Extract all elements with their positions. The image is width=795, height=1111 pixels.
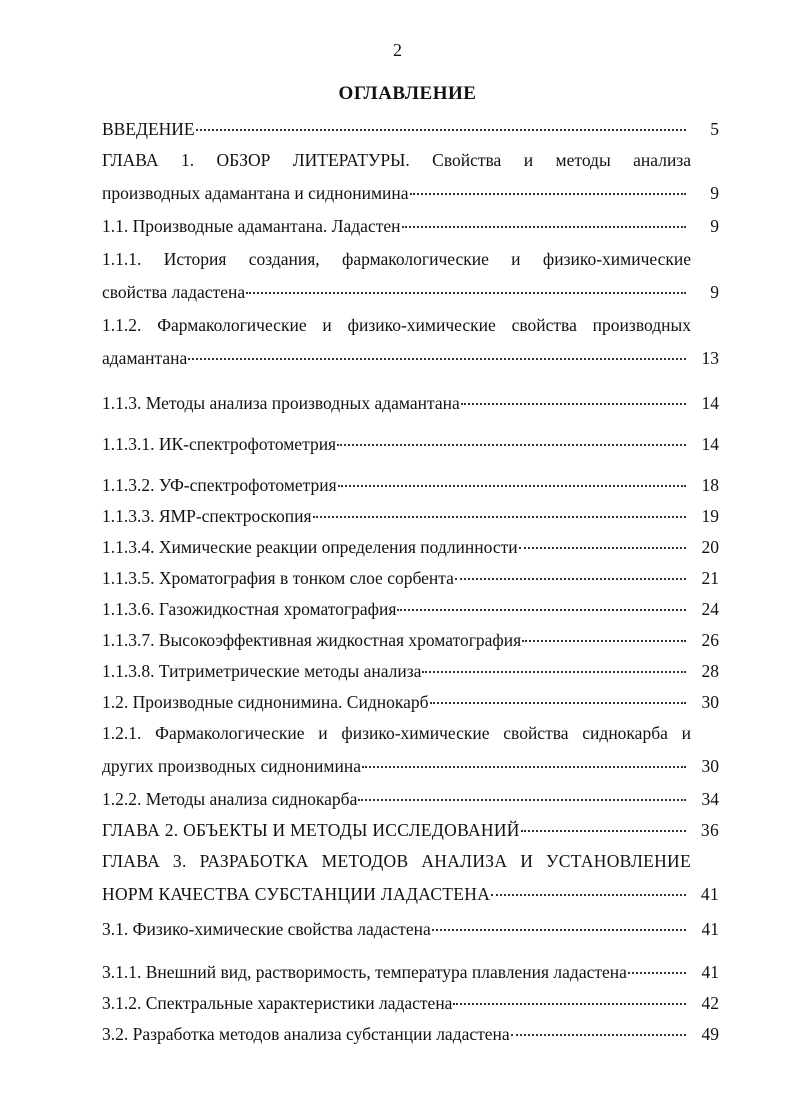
toc-entry	[102, 149, 719, 205]
toc-page-number: 49	[701, 1024, 719, 1044]
page-number: 2	[393, 40, 402, 60]
toc-page-number: 5	[710, 119, 719, 139]
toc-entry-text: 1.1.3. Методы анализа производных адамантана	[102, 393, 460, 413]
dot-leader	[461, 403, 686, 405]
toc-entry	[102, 248, 719, 304]
toc-page-number: 9	[710, 183, 719, 203]
toc-page-number: 28	[701, 661, 719, 681]
toc-entry	[102, 819, 719, 842]
toc-page-number: 36	[700, 820, 719, 840]
toc-entry-text: 1.1.3.7. Высокоэффективная жидкостная хроматография	[102, 630, 522, 650]
toc-page-number: 21	[701, 568, 719, 588]
toc-entry	[102, 505, 719, 528]
dot-leader	[511, 1034, 686, 1036]
toc-entry	[102, 567, 719, 590]
dot-leader	[188, 358, 686, 360]
dot-leader	[628, 972, 686, 974]
dot-leader	[522, 640, 686, 642]
toc-page-number: 14	[701, 393, 719, 413]
dot-leader	[246, 292, 686, 294]
toc-entry-text: 1.1.3.5. Хроматография в тонком слое сорбента	[102, 568, 454, 588]
toc-entry	[102, 118, 719, 141]
toc-entry	[102, 660, 719, 683]
toc-entry-text: адамантана	[102, 348, 188, 368]
toc-page-number: 41	[701, 919, 719, 939]
toc-entry	[102, 691, 719, 714]
toc-entry-text: ГЛАВА 1. ОБЗОР ЛИТЕРАТУРЫ. Свойства и методы анализа	[102, 150, 691, 170]
table-of-contents	[102, 118, 719, 1044]
toc-entry-text: 1.1.3.6. Газожидкостная хроматография	[102, 599, 397, 619]
toc-entry-text: ГЛАВА 2. ОБЪЕКТЫ И МЕТОДЫ ИССЛЕДОВАНИЙ	[102, 820, 520, 840]
dot-leader	[430, 702, 686, 704]
toc-entry	[102, 918, 719, 941]
toc-entry-text: производных адамантана и сиднонимина	[102, 183, 409, 203]
toc-entry-text: 3.1.2. Спектральные характеристики ладастена	[102, 993, 453, 1013]
toc-page-number: 14	[701, 434, 719, 454]
toc-entry-text: 1.1.3.4. Химические реакции определения подлинности	[102, 537, 518, 557]
toc-entry-text: 1.1.1. История создания, фармакологические и физико-химические	[102, 249, 691, 269]
dot-leader	[196, 129, 686, 131]
dot-leader	[410, 193, 686, 195]
dot-leader	[455, 578, 686, 580]
toc-entry-text: ГЛАВА 3. РАЗРАБОТКА МЕТОДОВ АНАЛИЗА И УСТАНОВЛЕНИЕ	[102, 851, 691, 871]
toc-entry	[102, 722, 719, 778]
toc-page-number: 13	[701, 348, 719, 368]
toc-entry-text: 1.1. Производные адамантана. Ладастен	[102, 216, 401, 236]
toc-page-number: 9	[710, 282, 719, 302]
dot-leader	[397, 609, 686, 611]
dot-leader	[402, 226, 687, 228]
toc-page-number: 41	[701, 962, 719, 982]
toc-entry	[102, 392, 719, 415]
toc-entry-text: НОРМ КАЧЕСТВА СУБСТАНЦИИ ЛАДАСТЕНА	[102, 884, 491, 904]
dot-leader	[491, 894, 686, 896]
dot-leader	[362, 766, 686, 768]
toc-entry	[102, 474, 719, 497]
toc-entry	[102, 1023, 719, 1046]
toc-entry-text: 3.1. Физико-химические свойства ладастена	[102, 919, 431, 939]
toc-entry	[102, 788, 719, 811]
toc-page-number: 20	[701, 537, 719, 557]
toc-page-number: 41	[700, 884, 719, 904]
toc-entry-text: 1.2. Производные сиднонимина. Сиднокарб	[102, 692, 429, 712]
dot-leader	[453, 1003, 686, 1005]
toc-entry-text: 3.1.1. Внешний вид, растворимость, температура плавления ладастена	[102, 962, 627, 982]
toc-entry-text: свойства ладастена	[102, 282, 246, 302]
toc-entry-text: 1.1.3.2. УФ-спектрофотометрия	[102, 475, 337, 495]
toc-entry-text: 1.2.1. Фармакологические и физико-химические свойства сиднокарба и	[102, 723, 691, 743]
toc-entry	[102, 314, 719, 370]
toc-entry	[102, 629, 719, 652]
toc-entry-text: 1.1.3.8. Титриметрические методы анализа	[102, 661, 422, 681]
dot-leader	[337, 444, 686, 446]
toc-entry-text: 3.2. Разработка методов анализа субстанции ладастена	[102, 1024, 510, 1044]
toc-page-number: 30	[701, 756, 719, 776]
toc-page-number: 42	[701, 993, 719, 1013]
toc-entry	[102, 961, 719, 984]
dot-leader	[422, 671, 686, 673]
dot-leader	[338, 485, 686, 487]
toc-entry-text: других производных сиднонимина	[102, 756, 361, 776]
toc-entry-text: ВВЕДЕНИЕ	[102, 119, 195, 139]
toc-entry-text: 1.1.2. Фармакологические и физико-химические свойства производных	[102, 315, 691, 335]
toc-entry	[102, 992, 719, 1015]
toc-page-number: 26	[701, 630, 719, 650]
toc-page-number: 9	[710, 216, 719, 236]
toc-page-number: 24	[701, 599, 719, 619]
dot-leader	[519, 547, 686, 549]
dot-leader	[432, 929, 686, 931]
toc-entry	[102, 536, 719, 559]
toc-entry	[102, 850, 719, 906]
toc-entry-text: 1.1.3.3. ЯМР-спектроскопия	[102, 506, 312, 526]
toc-page-number: 18	[701, 475, 719, 495]
toc-title: ОГЛАВЛЕНИЕ	[338, 83, 477, 104]
toc-page-number: 19	[701, 506, 719, 526]
toc-entry	[102, 215, 719, 238]
dot-leader	[313, 516, 686, 518]
toc-entry	[102, 433, 719, 456]
toc-entry	[102, 598, 719, 621]
dot-leader	[521, 830, 686, 832]
dot-leader	[358, 799, 686, 801]
toc-page-number: 30	[701, 692, 719, 712]
toc-page-number: 34	[701, 789, 719, 809]
toc-entry-text: 1.2.2. Методы анализа сиднокарба	[102, 789, 358, 809]
toc-entry-text: 1.1.3.1. ИК-спектрофотометрия	[102, 434, 337, 454]
